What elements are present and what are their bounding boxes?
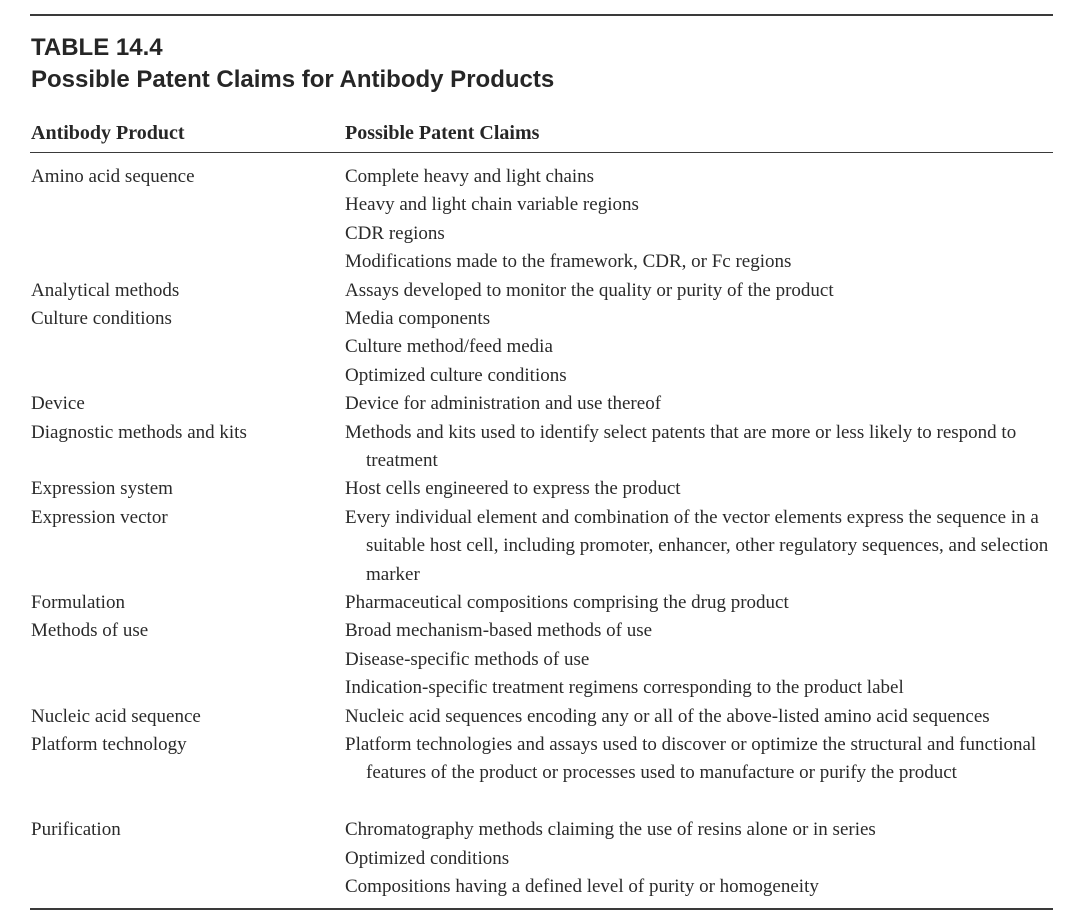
claims-cell — [345, 475, 1051, 503]
claim-item: Nucleic acid sequences encoding any or all of the above-listed amino acid sequences — [345, 705, 990, 727]
claim-item: Compositions having a defined level of purity or homogeneity — [345, 876, 819, 897]
product-cell: Purification — [31, 819, 121, 841]
claim-item: Optimized culture conditions — [345, 364, 567, 386]
claim-item: Indication-specific treatment regimens corresponding to the product label — [345, 677, 904, 699]
product-cell: Amino acid sequence — [31, 166, 195, 187]
product-cell: Diagnostic methods and kits — [31, 421, 247, 443]
table-number: TABLE 14.4 — [31, 34, 163, 61]
claim-item: Platform technologies and assays used to discover or optimize the structural and functional features of the product or processes used to manufacture or purify the product — [345, 734, 1037, 784]
claim-item: Host cells engineered to express the product — [345, 478, 681, 500]
claims-cell — [345, 305, 1051, 390]
product-cell: Expression vector — [31, 506, 168, 528]
top-rule — [30, 14, 1053, 16]
claim-item: Optimized conditions — [345, 847, 510, 869]
product-cell: Platform technology — [31, 734, 187, 755]
product-cell: Culture conditions — [31, 308, 172, 329]
product-cell: Analytical methods — [31, 279, 180, 301]
claim-item: Device for administration and use thereof — [345, 393, 662, 415]
claim-item: Culture method/feed media — [345, 336, 553, 358]
claim-item: Disease-specific methods of use — [345, 648, 590, 670]
product-cell: Expression system — [31, 478, 173, 500]
claims-cell — [345, 277, 1051, 305]
claims-cell — [345, 589, 1051, 617]
bottom-rule — [30, 908, 1053, 910]
claim-item: Chromatography methods claiming the use of resins alone or in series — [345, 819, 876, 841]
claim-item: Modifications made to the framework, CDR, or Fc regions — [345, 251, 792, 273]
claims-cell — [345, 163, 1051, 277]
claims-cell — [345, 504, 1051, 589]
product-cell: Nucleic acid sequence — [31, 705, 201, 727]
claims-cell — [345, 617, 1051, 702]
claim-item: Complete heavy and light chains — [345, 166, 595, 187]
claim-item: Media components — [345, 308, 491, 329]
product-cell: Device — [31, 393, 85, 415]
claim-item: Every individual element and combination of the vector elements express the sequence in a suitable host cell, including promoter, enhancer, other regulatory sequences, and selection marker — [345, 506, 1049, 585]
product-cell: Methods of use — [31, 620, 149, 642]
claim-item: Pharmaceutical compositions comprising the drug product — [345, 592, 789, 613]
product-cell: Formulation — [31, 592, 125, 613]
claims-cell — [345, 816, 1051, 901]
column-header-claims: Possible Patent Claims — [345, 122, 540, 144]
claims-cell — [345, 703, 1051, 731]
claim-item: Methods and kits used to identify select patents that are more or less likely to respond to treatment — [345, 421, 1017, 471]
claim-item: CDR regions — [345, 222, 445, 244]
header-rule — [30, 152, 1053, 153]
claim-item: Assays developed to monitor the quality or purity of the product — [345, 279, 834, 301]
claim-item: Heavy and light chain variable regions — [345, 194, 639, 216]
table-title: Possible Patent Claims for Antibody Products — [31, 66, 555, 93]
claims-cell — [345, 419, 1051, 476]
column-header-product: Antibody Product — [31, 122, 185, 144]
claims-cell — [345, 390, 1051, 418]
claim-item: Broad mechanism-based methods of use — [345, 620, 653, 642]
claims-cell — [345, 731, 1051, 788]
